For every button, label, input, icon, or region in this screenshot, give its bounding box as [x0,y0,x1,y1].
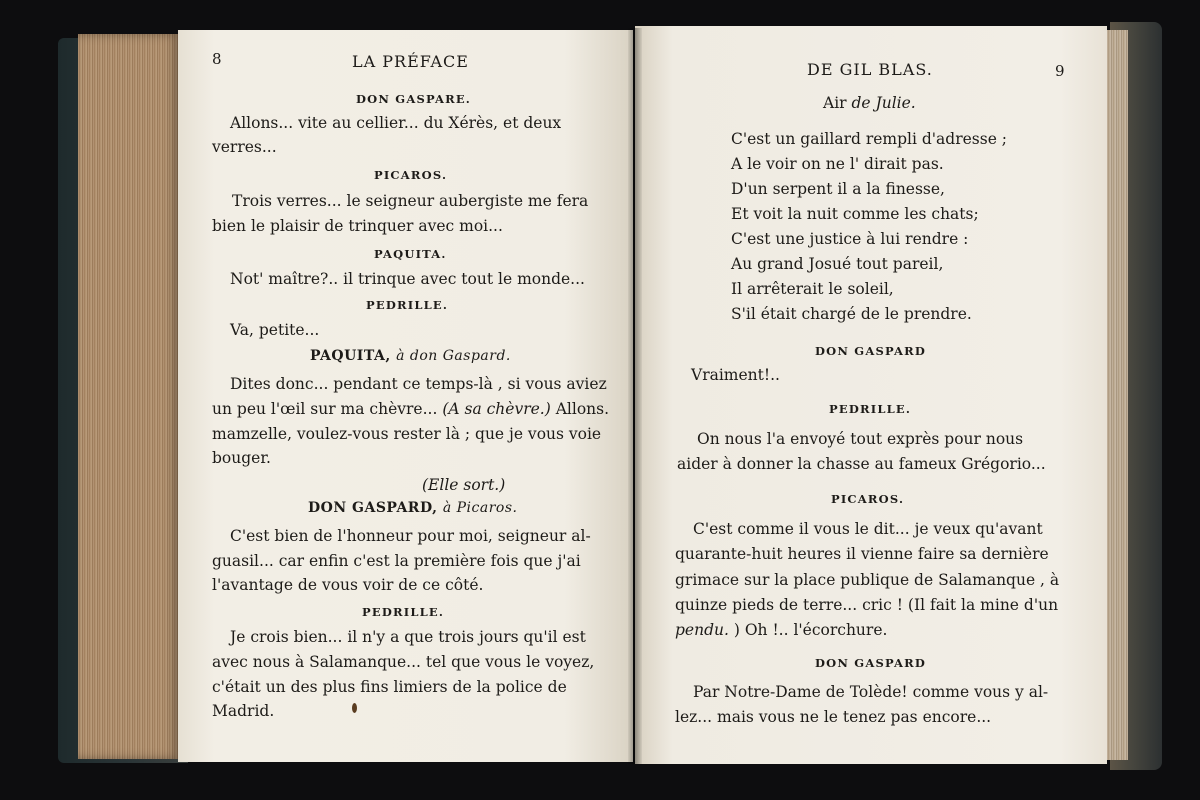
speaker-name: PAQUITA, [310,348,391,364]
text-line: l'avantage de vous voir de ce côté. [212,576,484,594]
text-line: aider à donner la chasse au fameux Grégorio... [677,455,1046,473]
speaker-with-direction [308,500,517,516]
text-line: bouger. [212,449,271,467]
text-line: C'est comme il vous le dit... je veux qu'avant [693,520,1043,538]
text-line: quarante-huit heures il vienne faire sa dernière [675,545,1049,563]
text-line: Not' maître?.. il trinque avec tout le monde... [230,270,585,288]
stage-direction: (A sa chèvre.) [442,400,551,418]
verse-line: C'est une justice à lui rendre : [731,230,969,248]
verse-line: C'est un gaillard rempli d'adresse ; [731,130,1008,148]
air-label: Air [823,94,847,112]
text-segment: un peu l'œil sur ma chèvre... [212,400,438,418]
text-line: bien le plaisir de trinquer avec moi... [212,217,503,235]
text-line: On nous l'a envoyé tout exprès pour nous [697,430,1024,448]
right-page [635,26,1107,764]
verse-line: S'il était chargé de le prendre. [731,305,972,323]
text-line [675,621,887,639]
verse-line: A le voir on ne l' dirait pas. [731,155,944,173]
running-header: DE GIL BLAS. [807,60,933,79]
verse-line: Et voit la nuit comme les chats; [731,205,979,223]
speaker-label: PEDRILLE. [829,402,912,416]
text-line [212,400,609,418]
text-line: Par Notre-Dame de Tolède! comme vous y al- [693,683,1049,701]
left-page [178,30,633,762]
air-name: de Julie. [851,94,916,112]
text-line: mamzelle, voulez-vous rester là ; que je vous voie [212,425,602,443]
text-line: Allons... vite au cellier... du Xérès, et deux [230,114,562,132]
page-edges-left [78,34,180,759]
text-line: Madrid. [212,702,275,720]
speaker-label: DON GASPARD [815,344,927,358]
ink-stain [352,703,357,713]
text-line: verres... [212,138,277,156]
running-header: LA PRÉFACE [352,52,469,71]
speaker-label: PEDRILLE. [366,298,449,312]
text-line: Je crois bien... il n'y a que trois jours qu'il est [230,628,586,646]
speaker-direction: à Picaros. [442,500,518,516]
verse-line: Au grand Josué tout pareil, [731,255,944,273]
text-line: Va, petite... [230,321,320,339]
text-segment: Allons. [555,400,610,418]
text-line: Dites donc... pendant ce temps-là , si vous aviez [230,375,607,393]
page-number: 9 [1055,62,1065,80]
stage-direction: pendu. [675,621,729,639]
text-line: lez... mais vous ne le tenez pas encore... [675,708,992,726]
air-title [823,94,916,112]
text-line: grimace sur la place publique de Salamanque , à [675,571,1060,589]
text-line: quinze pieds de terre... cric ! (Il fait la mine d'un [675,596,1059,614]
book-gutter [628,28,642,764]
verse-line: D'un serpent il a la finesse, [731,180,945,198]
text-line: c'était un des plus fins limiers de la police de [212,678,567,696]
speaker-label: PEDRILLE. [362,605,445,619]
text-line: C'est bien de l'honneur pour moi, seigneur al- [230,527,591,545]
text-line: guasil... car enfin c'est la première fois que j'ai [212,552,581,570]
text-segment: ) Oh !.. l'écorchure. [733,621,888,639]
speaker-label: DON GASPARD [815,656,927,670]
text-line: avec nous à Salamanque... tel que vous le voyez, [212,653,595,671]
speaker-label: PICAROS. [374,168,448,182]
verse-line: Il arrêterait le soleil, [731,280,894,298]
stage-direction-text: (Elle sort.) [422,476,506,494]
speaker-label: DON GASPARE. [356,92,472,106]
speaker-label: PICAROS. [831,492,905,506]
speaker-direction: à don Gaspard. [396,348,511,364]
speaker-with-direction [310,348,511,364]
speaker-label: PAQUITA. [374,247,447,261]
text-line: Trois verres... le seigneur aubergiste me fera [232,192,589,210]
page-number: 8 [212,50,222,68]
speaker-name: DON GASPARD, [308,500,438,516]
stage-direction [422,476,505,494]
text-line: Vraiment!.. [691,366,780,384]
